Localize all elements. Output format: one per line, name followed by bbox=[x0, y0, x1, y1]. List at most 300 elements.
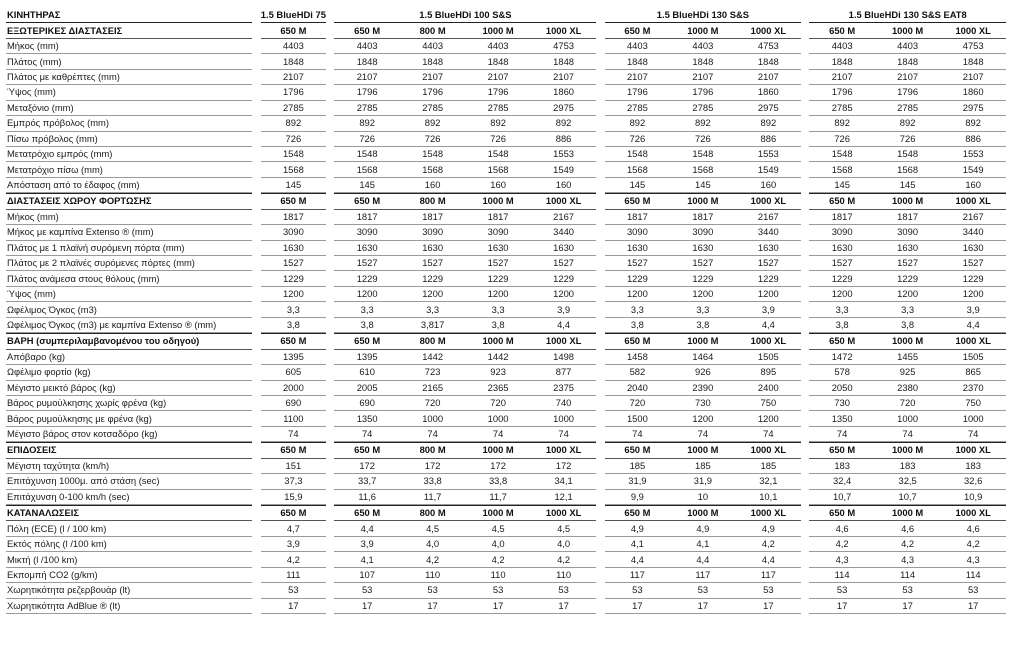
spec-value: 1553 bbox=[531, 147, 597, 162]
section-title: ΕΞΩΤΕΡΙΚΕΣ ΔΙΑΣΤΑΣΕΙΣ bbox=[6, 23, 252, 38]
spec-value: 1527 bbox=[605, 256, 670, 271]
table-row bbox=[6, 241, 1006, 256]
spec-value: 1200 bbox=[531, 287, 597, 302]
version-label: 1000 M bbox=[465, 442, 530, 458]
spec-value: 2107 bbox=[465, 70, 530, 85]
spec-value: 726 bbox=[261, 132, 326, 147]
spec-value: 53 bbox=[334, 583, 399, 598]
spec-value: 4403 bbox=[400, 39, 465, 54]
spec-value: 578 bbox=[809, 365, 874, 380]
spec-value: 1000 bbox=[940, 411, 1006, 426]
spec-value: 4753 bbox=[736, 39, 802, 54]
spec-value: 1630 bbox=[605, 241, 670, 256]
spec-value: 3,3 bbox=[875, 302, 940, 317]
spec-value: 1498 bbox=[531, 350, 597, 365]
spec-value: 1527 bbox=[465, 256, 530, 271]
spec-value: 172 bbox=[531, 459, 597, 474]
version-label: 1000 M bbox=[670, 442, 735, 458]
spec-value: 1796 bbox=[809, 85, 874, 100]
spec-value: 3,8 bbox=[875, 318, 940, 333]
spec-value: 11,6 bbox=[334, 490, 399, 505]
version-label: 1000 XL bbox=[531, 442, 597, 458]
spec-value: 4,9 bbox=[605, 521, 670, 536]
spec-value: 3,3 bbox=[261, 302, 326, 317]
spec-value: 185 bbox=[605, 459, 670, 474]
column-gap bbox=[801, 350, 809, 365]
column-gap bbox=[596, 333, 604, 349]
spec-value: 185 bbox=[670, 459, 735, 474]
spec-value: 1549 bbox=[940, 162, 1006, 177]
spec-value: 11,7 bbox=[465, 490, 530, 505]
spec-value: 1200 bbox=[875, 287, 940, 302]
column-gap bbox=[252, 505, 260, 521]
spec-value: 53 bbox=[670, 583, 735, 598]
spec-value: 886 bbox=[531, 132, 597, 147]
spec-value: 160 bbox=[940, 178, 1006, 193]
spec-value: 1229 bbox=[261, 271, 326, 286]
spec-value: 1817 bbox=[605, 210, 670, 225]
column-gap bbox=[252, 427, 260, 442]
column-gap bbox=[801, 411, 809, 426]
spec-value: 3440 bbox=[736, 225, 802, 240]
spec-value: 1527 bbox=[334, 256, 399, 271]
spec-value: 110 bbox=[465, 568, 530, 583]
spec-value: 1548 bbox=[400, 147, 465, 162]
spec-value: 17 bbox=[940, 599, 1006, 614]
row-label: Βάρος ρυμούλκησης χωρίς φρένα (kg) bbox=[6, 396, 252, 411]
spec-value: 117 bbox=[670, 568, 735, 583]
spec-value: 726 bbox=[605, 132, 670, 147]
spec-value: 877 bbox=[531, 365, 597, 380]
spec-value: 53 bbox=[875, 583, 940, 598]
row-label: Ωφέλιμο φορτίο (kg) bbox=[6, 365, 252, 380]
spec-value: 1817 bbox=[261, 210, 326, 225]
spec-value: 1848 bbox=[809, 54, 874, 69]
spec-value: 1395 bbox=[261, 350, 326, 365]
table-row bbox=[6, 583, 1006, 598]
spec-value: 4403 bbox=[334, 39, 399, 54]
column-gap bbox=[596, 287, 604, 302]
column-gap bbox=[326, 271, 334, 286]
spec-value: 1817 bbox=[465, 210, 530, 225]
engine-name: 1.5 BlueHDi 100 S&S bbox=[334, 8, 596, 23]
spec-value: 1229 bbox=[670, 271, 735, 286]
version-label: 1000 M bbox=[465, 193, 530, 209]
spec-value: 1630 bbox=[334, 241, 399, 256]
version-label: 650 M bbox=[605, 193, 670, 209]
row-label: Εμπρός πρόβολος (mm) bbox=[6, 116, 252, 131]
spec-value: 723 bbox=[400, 365, 465, 380]
spec-value: 117 bbox=[736, 568, 802, 583]
section-header-row bbox=[6, 193, 1006, 209]
column-gap bbox=[801, 381, 809, 396]
spec-value: 1548 bbox=[875, 147, 940, 162]
spec-value: 1200 bbox=[736, 287, 802, 302]
spec-value: 1229 bbox=[334, 271, 399, 286]
spec-value: 1848 bbox=[334, 54, 399, 69]
spec-value: 1200 bbox=[334, 287, 399, 302]
row-label: Ωφέλιμος Όγκος (m3) bbox=[6, 302, 252, 317]
spec-value: 892 bbox=[670, 116, 735, 131]
spec-value: 4,2 bbox=[400, 552, 465, 567]
version-label: 650 M bbox=[809, 505, 874, 521]
version-label: 1000 XL bbox=[940, 333, 1006, 349]
spec-value: 1200 bbox=[736, 411, 802, 426]
version-label: 1000 M bbox=[670, 193, 735, 209]
row-label: Ύψος (mm) bbox=[6, 287, 252, 302]
column-gap bbox=[596, 39, 604, 54]
spec-value: 2107 bbox=[940, 70, 1006, 85]
row-label: Βάρος ρυμούλκησης με φρένα (kg) bbox=[6, 411, 252, 426]
spec-value: 4,0 bbox=[400, 537, 465, 552]
spec-value: 726 bbox=[400, 132, 465, 147]
spec-value: 145 bbox=[261, 178, 326, 193]
spec-value: 1548 bbox=[334, 147, 399, 162]
column-gap bbox=[801, 537, 809, 552]
column-gap bbox=[596, 505, 604, 521]
spec-value: 10 bbox=[670, 490, 735, 505]
version-label: 1000 XL bbox=[531, 333, 597, 349]
row-label: Μετατρόχιο πίσω (mm) bbox=[6, 162, 252, 177]
spec-value: 2107 bbox=[736, 70, 802, 85]
spec-value: 1548 bbox=[809, 147, 874, 162]
spec-value: 3,817 bbox=[400, 318, 465, 333]
spec-value: 31,9 bbox=[605, 474, 670, 489]
table-row bbox=[6, 490, 1006, 505]
spec-value: 1229 bbox=[465, 271, 530, 286]
spec-value: 10,9 bbox=[940, 490, 1006, 505]
column-gap bbox=[252, 256, 260, 271]
column-gap bbox=[252, 162, 260, 177]
column-gap bbox=[252, 599, 260, 614]
spec-value: 1796 bbox=[875, 85, 940, 100]
column-gap bbox=[326, 505, 334, 521]
spec-value: 1553 bbox=[736, 147, 802, 162]
spec-value: 110 bbox=[400, 568, 465, 583]
column-gap bbox=[596, 583, 604, 598]
column-gap bbox=[596, 241, 604, 256]
spec-value: 114 bbox=[940, 568, 1006, 583]
table-row bbox=[6, 178, 1006, 193]
spec-value: 1527 bbox=[261, 256, 326, 271]
spec-value: 3,8 bbox=[465, 318, 530, 333]
spec-value: 1817 bbox=[809, 210, 874, 225]
spec-value: 690 bbox=[261, 396, 326, 411]
column-gap bbox=[596, 442, 604, 458]
version-label: 1000 M bbox=[875, 193, 940, 209]
version-label: 1000 M bbox=[875, 442, 940, 458]
spec-value: 1200 bbox=[261, 287, 326, 302]
spec-value: 17 bbox=[400, 599, 465, 614]
spec-value: 726 bbox=[465, 132, 530, 147]
table-row bbox=[6, 521, 1006, 536]
spec-value: 114 bbox=[809, 568, 874, 583]
spec-value: 33,7 bbox=[334, 474, 399, 489]
spec-value: 1200 bbox=[670, 287, 735, 302]
spec-value: 1000 bbox=[400, 411, 465, 426]
spec-value: 1630 bbox=[261, 241, 326, 256]
column-gap bbox=[801, 225, 809, 240]
table-row bbox=[6, 302, 1006, 317]
spec-value: 1568 bbox=[670, 162, 735, 177]
spec-value: 2975 bbox=[940, 101, 1006, 116]
version-label: 650 M bbox=[261, 505, 326, 521]
spec-value: 2975 bbox=[736, 101, 802, 116]
column-gap bbox=[596, 225, 604, 240]
spec-value: 2375 bbox=[531, 381, 597, 396]
row-label: Μικτή (l /100 km) bbox=[6, 552, 252, 567]
spec-value: 74 bbox=[809, 427, 874, 442]
column-gap bbox=[326, 568, 334, 583]
spec-value: 3090 bbox=[334, 225, 399, 240]
spec-value: 74 bbox=[736, 427, 802, 442]
column-gap bbox=[596, 147, 604, 162]
spec-value: 892 bbox=[465, 116, 530, 131]
spec-value: 4,2 bbox=[531, 552, 597, 567]
spec-value: 2107 bbox=[605, 70, 670, 85]
spec-value: 1817 bbox=[334, 210, 399, 225]
spec-value: 1548 bbox=[465, 147, 530, 162]
column-gap bbox=[801, 396, 809, 411]
spec-value: 15,9 bbox=[261, 490, 326, 505]
column-gap bbox=[801, 241, 809, 256]
column-gap bbox=[801, 474, 809, 489]
version-label: 1000 XL bbox=[940, 505, 1006, 521]
spec-value: 1848 bbox=[736, 54, 802, 69]
table-row bbox=[6, 568, 1006, 583]
table-row bbox=[6, 365, 1006, 380]
spec-value: 1848 bbox=[465, 54, 530, 69]
column-gap bbox=[801, 39, 809, 54]
spec-value: 1200 bbox=[400, 287, 465, 302]
spec-value: 3,3 bbox=[670, 302, 735, 317]
spec-value: 726 bbox=[334, 132, 399, 147]
spec-value: 17 bbox=[875, 599, 940, 614]
column-gap bbox=[596, 350, 604, 365]
engine-name: 1.5 BlueHDi 75 bbox=[261, 8, 326, 23]
column-gap bbox=[801, 365, 809, 380]
spec-value: 17 bbox=[605, 599, 670, 614]
spec-value: 53 bbox=[465, 583, 530, 598]
spec-value: 1630 bbox=[940, 241, 1006, 256]
spec-value: 2107 bbox=[809, 70, 874, 85]
spec-value: 145 bbox=[809, 178, 874, 193]
spec-value: 1505 bbox=[940, 350, 1006, 365]
column-gap bbox=[326, 8, 334, 23]
spec-value: 1848 bbox=[261, 54, 326, 69]
table-row bbox=[6, 256, 1006, 271]
spec-value: 4,4 bbox=[334, 521, 399, 536]
column-gap bbox=[596, 162, 604, 177]
spec-value: 74 bbox=[531, 427, 597, 442]
spec-value: 2167 bbox=[531, 210, 597, 225]
version-label: 1000 XL bbox=[531, 505, 597, 521]
column-gap bbox=[596, 210, 604, 225]
spec-value: 4,9 bbox=[736, 521, 802, 536]
spec-value: 3440 bbox=[940, 225, 1006, 240]
spec-value: 145 bbox=[670, 178, 735, 193]
spec-value: 750 bbox=[736, 396, 802, 411]
spec-value: 2050 bbox=[809, 381, 874, 396]
spec-value: 3,9 bbox=[736, 302, 802, 317]
spec-value: 605 bbox=[261, 365, 326, 380]
version-label: 650 M bbox=[334, 442, 399, 458]
spec-value: 2000 bbox=[261, 381, 326, 396]
spec-value: 4,0 bbox=[465, 537, 530, 552]
spec-value: 1568 bbox=[334, 162, 399, 177]
column-gap bbox=[596, 318, 604, 333]
spec-value: 53 bbox=[261, 583, 326, 598]
spec-value: 1796 bbox=[465, 85, 530, 100]
spec-value: 11,7 bbox=[400, 490, 465, 505]
spec-value: 3440 bbox=[531, 225, 597, 240]
column-gap bbox=[252, 490, 260, 505]
spec-value: 183 bbox=[809, 459, 874, 474]
spec-value: 172 bbox=[334, 459, 399, 474]
column-gap bbox=[801, 521, 809, 536]
spec-value: 17 bbox=[736, 599, 802, 614]
column-gap bbox=[252, 70, 260, 85]
section-title: ΕΠΙΔΟΣΕΙΣ bbox=[6, 442, 252, 458]
column-gap bbox=[326, 537, 334, 552]
version-label: 1000 M bbox=[670, 23, 735, 38]
spec-value: 53 bbox=[809, 583, 874, 598]
version-label: 800 M bbox=[400, 505, 465, 521]
row-label: Μήκος (mm) bbox=[6, 39, 252, 54]
column-gap bbox=[596, 85, 604, 100]
version-label: 650 M bbox=[334, 505, 399, 521]
column-gap bbox=[326, 54, 334, 69]
row-label: Μήκος (mm) bbox=[6, 210, 252, 225]
version-label: 1000 M bbox=[670, 333, 735, 349]
version-label: 650 M bbox=[809, 333, 874, 349]
spec-value: 3,9 bbox=[261, 537, 326, 552]
column-gap bbox=[801, 256, 809, 271]
engine-header-row bbox=[6, 8, 1006, 23]
column-gap bbox=[596, 101, 604, 116]
table-row bbox=[6, 474, 1006, 489]
column-gap bbox=[326, 333, 334, 349]
spec-value: 1549 bbox=[736, 162, 802, 177]
spec-value: 1848 bbox=[875, 54, 940, 69]
row-label: Χωρητικότητα AdBlue ® (lt) bbox=[6, 599, 252, 614]
column-gap bbox=[252, 537, 260, 552]
column-gap bbox=[252, 459, 260, 474]
column-gap bbox=[801, 132, 809, 147]
column-gap bbox=[326, 350, 334, 365]
spec-value: 1848 bbox=[605, 54, 670, 69]
column-gap bbox=[801, 552, 809, 567]
row-label: Μέγιστο βάρος στον κοτσαδόρο (kg) bbox=[6, 427, 252, 442]
column-gap bbox=[596, 178, 604, 193]
row-label: Επιτάχυνση 0-100 km/h (sec) bbox=[6, 490, 252, 505]
spec-value: 1848 bbox=[531, 54, 597, 69]
version-label: 1000 M bbox=[670, 505, 735, 521]
section-title: ΚΑΤΑΝΑΛΩΣΕΙΣ bbox=[6, 505, 252, 521]
column-gap bbox=[326, 132, 334, 147]
version-label: 650 M bbox=[605, 505, 670, 521]
column-gap bbox=[252, 193, 260, 209]
spec-value: 4,6 bbox=[940, 521, 1006, 536]
spec-value: 1553 bbox=[940, 147, 1006, 162]
spec-value: 1630 bbox=[400, 241, 465, 256]
spec-value: 4,5 bbox=[400, 521, 465, 536]
spec-value: 690 bbox=[334, 396, 399, 411]
version-label: 650 M bbox=[605, 333, 670, 349]
spec-value: 2167 bbox=[736, 210, 802, 225]
spec-value: 4,1 bbox=[670, 537, 735, 552]
column-gap bbox=[801, 459, 809, 474]
spec-value: 4,4 bbox=[605, 552, 670, 567]
column-gap bbox=[801, 101, 809, 116]
spec-value: 3090 bbox=[605, 225, 670, 240]
column-gap bbox=[252, 85, 260, 100]
spec-value: 4,1 bbox=[334, 552, 399, 567]
spec-value: 4,4 bbox=[736, 552, 802, 567]
spec-value: 720 bbox=[605, 396, 670, 411]
spec-value: 1848 bbox=[940, 54, 1006, 69]
table-row bbox=[6, 411, 1006, 426]
table-row bbox=[6, 162, 1006, 177]
spec-value: 1229 bbox=[809, 271, 874, 286]
spec-value: 886 bbox=[736, 132, 802, 147]
spec-value: 1229 bbox=[736, 271, 802, 286]
spec-value: 1350 bbox=[334, 411, 399, 426]
column-gap bbox=[252, 271, 260, 286]
spec-table bbox=[6, 8, 1006, 614]
version-label: 1000 M bbox=[465, 333, 530, 349]
spec-value: 1796 bbox=[605, 85, 670, 100]
spec-value: 582 bbox=[605, 365, 670, 380]
column-gap bbox=[326, 23, 334, 38]
spec-value: 4,2 bbox=[875, 537, 940, 552]
table-row bbox=[6, 350, 1006, 365]
spec-value: 895 bbox=[736, 365, 802, 380]
column-gap bbox=[596, 256, 604, 271]
column-gap bbox=[326, 599, 334, 614]
spec-value: 4753 bbox=[531, 39, 597, 54]
column-gap bbox=[596, 132, 604, 147]
spec-value: 4403 bbox=[670, 39, 735, 54]
engine-label: ΚΙΝΗΤΗΡΑΣ bbox=[6, 8, 252, 23]
row-label: Πλάτος ανάμεσα στους θόλους (mm) bbox=[6, 271, 252, 286]
table-row bbox=[6, 287, 1006, 302]
column-gap bbox=[801, 287, 809, 302]
spec-value: 1848 bbox=[400, 54, 465, 69]
row-label: Εκπομπή CO2 (g/km) bbox=[6, 568, 252, 583]
spec-value: 1548 bbox=[261, 147, 326, 162]
table-row bbox=[6, 101, 1006, 116]
column-gap bbox=[801, 147, 809, 162]
column-gap bbox=[596, 23, 604, 38]
spec-value: 32,6 bbox=[940, 474, 1006, 489]
spec-value: 1200 bbox=[465, 287, 530, 302]
spec-value: 4,3 bbox=[809, 552, 874, 567]
table-row bbox=[6, 381, 1006, 396]
spec-value: 2785 bbox=[670, 101, 735, 116]
version-label: 650 M bbox=[605, 23, 670, 38]
table-row bbox=[6, 271, 1006, 286]
table-row bbox=[6, 70, 1006, 85]
spec-value: 1817 bbox=[670, 210, 735, 225]
row-label: Μετατρόχιο εμπρός (mm) bbox=[6, 147, 252, 162]
spec-value: 1200 bbox=[940, 287, 1006, 302]
spec-value: 892 bbox=[605, 116, 670, 131]
spec-value: 1568 bbox=[400, 162, 465, 177]
spec-value: 3,3 bbox=[465, 302, 530, 317]
version-label: 1000 XL bbox=[736, 193, 802, 209]
table-row bbox=[6, 116, 1006, 131]
